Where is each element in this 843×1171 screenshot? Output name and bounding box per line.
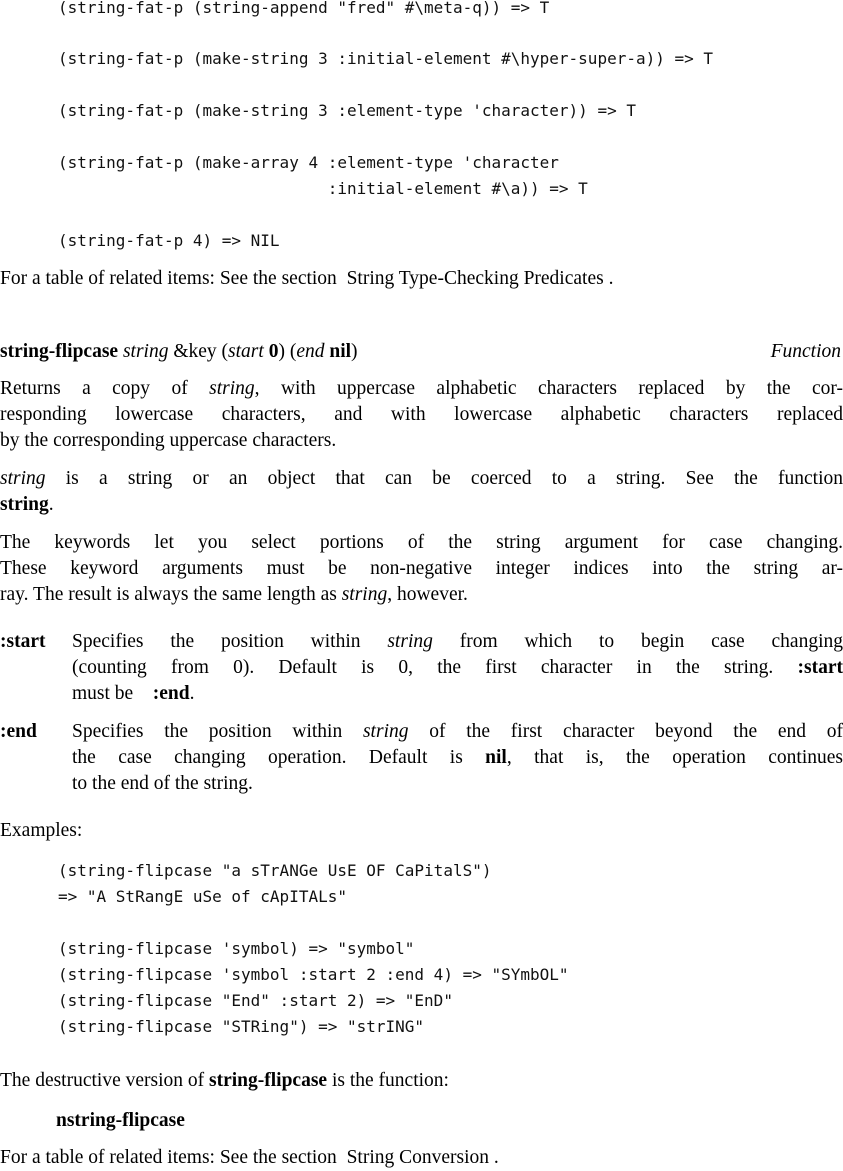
function-heading [0,339,843,365]
arg-ref: string [362,721,409,742]
option-start-description [72,629,843,707]
destructive-function-name: nstring-flipcase [56,1110,185,1131]
text-line [72,719,843,745]
text: ray. The result is always the same length as [0,584,337,605]
coerce-paragraph [0,466,843,518]
text: Specifies the position within [72,721,343,742]
text: Specifies the position within [72,631,361,652]
related-suffix: . [493,1147,499,1168]
text: of the first character beyond the end of [429,721,843,742]
code-line: (string-flipcase "End" :start 2) => "EnD" [58,991,453,1010]
related-section-link[interactable]: String Conversion [346,1147,490,1168]
text-line [72,655,843,681]
paren: ) [351,341,358,362]
code-line: (string-fat-p (make-string 3 :element-type 'character)) => T [58,101,636,120]
code-line: (string-flipcase 'symbol) => "symbol" [58,939,415,958]
function-ref: string [0,494,49,515]
destructive-version-text [0,1068,843,1094]
arg-ref: string [209,378,255,399]
related-prefix: For a table of related items: See the section [0,1147,337,1168]
related-prefix: For a table of related items: See the section [0,268,337,289]
definition-type: Function [770,341,841,362]
arg-ref: string [341,584,388,605]
text: must be [72,683,134,704]
text: , with uppercase alphabetic characters replaced by the cor- [254,378,843,399]
text-line [0,492,843,518]
text: is the function: [331,1070,449,1091]
text: the case changing operation. Default is [72,747,463,768]
related-suffix: . [608,268,614,289]
text-line: to the end of the string. [72,773,253,794]
keywords-paragraph [0,530,843,608]
arg-ref: string [0,468,46,489]
param-start: start [228,341,264,362]
text: , that is, the operation continues [506,747,843,768]
text: is a string or an object that can be coerced to a string. See the function [65,468,843,489]
text: (counting from 0). Default is 0, the first character in the string. [72,657,774,678]
function-name: string-flipcase [0,341,119,362]
paren: ( [289,341,297,362]
keyword-ref: :end [152,683,190,704]
related-items-2 [0,1145,843,1171]
text: . [189,683,195,704]
related-section-link[interactable]: String Type-Checking Predicates [346,268,604,289]
text-line: These keyword arguments must be non-negative integer indices into the string ar- [0,558,843,579]
text: The destructive version of [0,1070,205,1091]
text-line [72,629,843,655]
function-ref: string-flipcase [209,1070,328,1091]
code-line: (string-fat-p (make-array 4 :element-type 'character [58,153,559,172]
keyword-ref: nil [485,747,507,768]
text: . [48,494,54,515]
paren: ( [221,341,229,362]
text-line: The keywords let you select portions of the string argument for case changing. [0,532,843,553]
text-line: by the corresponding uppercase characters. [0,430,337,451]
option-start-label: :start [0,631,46,652]
text: from which to begin case changing [459,631,843,652]
text-line [72,745,843,771]
examples-label: Examples: [0,820,83,841]
arg-ref: string [387,631,433,652]
description-paragraph [0,376,843,454]
code-line: :initial-element #\a)) => T [58,179,588,198]
paren: ) [278,341,285,362]
code-line: (string-fat-p (make-string 3 :initial-element #\hyper-super-a)) => T [58,49,714,68]
code-line: (string-fat-p (string-append "fred" #\meta-q)) => T [58,0,550,17]
param-end: end [296,341,325,362]
code-line: (string-fat-p 4) => NIL [58,231,280,250]
default-start: 0 [268,341,279,362]
text-line [0,466,843,492]
option-end-label: :end [0,721,37,742]
default-end: nil [329,341,352,362]
arg-string: string [122,341,169,362]
text-line [72,681,843,707]
text-line [0,582,843,608]
text-line: responding lowercase characters, and with lowercase alphabetic characters replaced [0,404,843,425]
code-line: => "A StRangE uSe of cApITALs" [58,887,347,906]
related-items-1 [0,266,843,292]
code-line: (string-flipcase 'symbol :start 2 :end 4) => "SYmbOL" [58,965,569,984]
text: , however. [387,584,468,605]
text: Returns a copy of [0,378,188,399]
key-marker: &key [173,341,217,362]
text-line [0,376,843,402]
code-line: (string-flipcase "STRing") => "strING" [58,1017,425,1036]
keyword-ref: :start [797,657,843,678]
code-line: (string-flipcase "a sTrANGe UsE OF CaPitalS") [58,861,492,880]
option-end-description [72,719,843,797]
